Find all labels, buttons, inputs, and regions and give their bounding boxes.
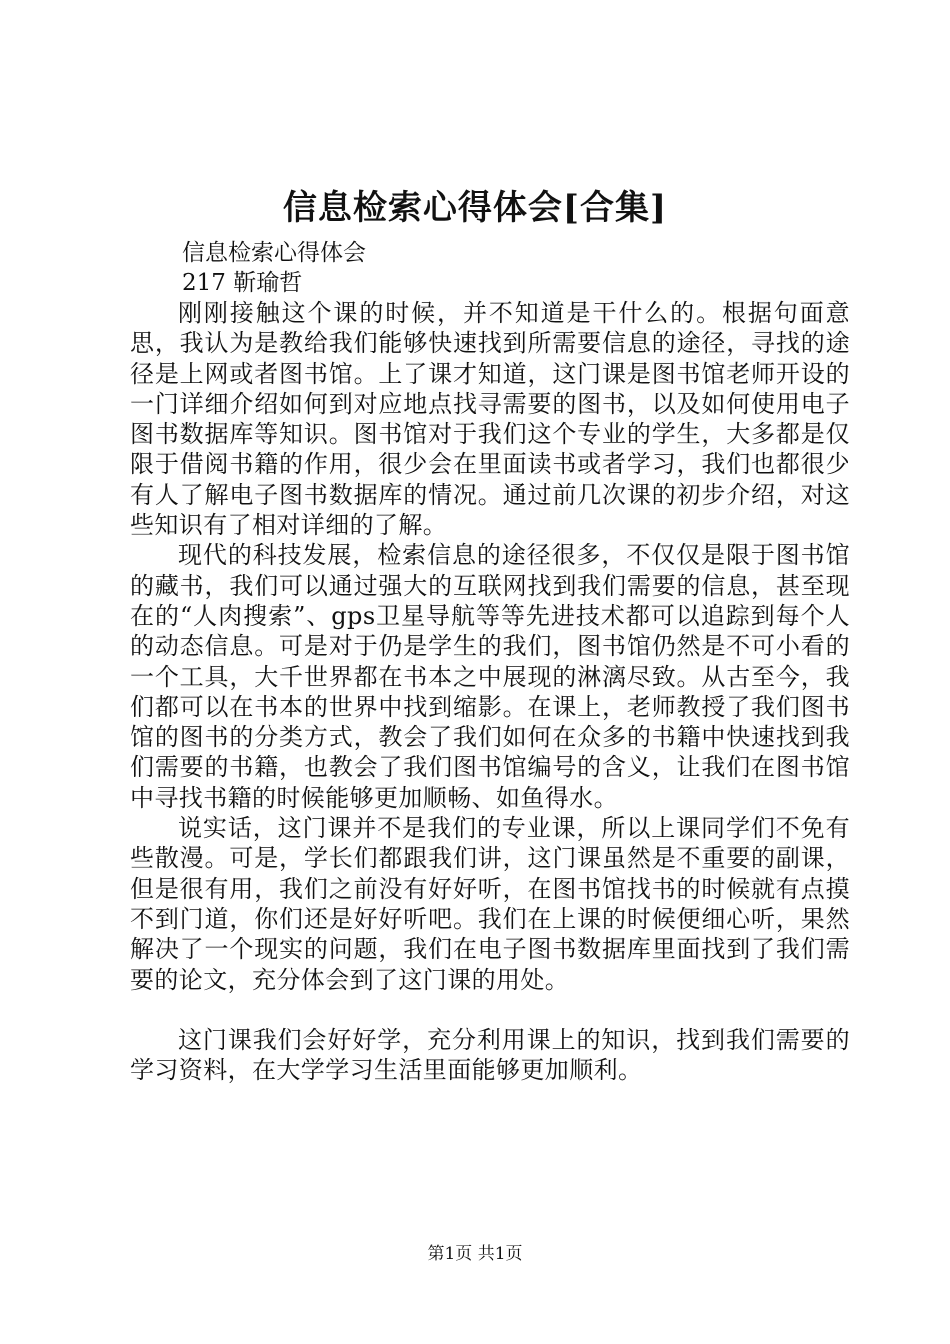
paragraph: 说实话，这门课并不是我们的专业课，所以上课同学们不免有些散漫。可是，学长们都跟我们讲，这门课虽然是不重要的副课，但是很有用，我们之前没有好好听，在图书馆找书的时候就有点摸不到门道，你们还是好好听吧。我们在上课的时候便细心听，果然解决了一个现实的问题，我们在电子图书数据库里面找到了我们需要的论文，充分体会到了这门课的用处。 [130,814,850,994]
page-footer: 第1页 共1页 [427,1244,523,1264]
document-title: 信息检索心得体会[合集] [282,188,668,228]
paragraph: 刚刚接触这个课的时候，并不知道是干什么的。根据句面意思，我认为是教给我们能够快速找到所需要信息的途径，寻找的途径是上网或者图书馆。上了课才知道，这门课是图书馆老师开设的一门详细介绍如何到对应地点找寻需要的图书，以及如何使用电子图书数据库等知识。图书馆对于我们这个专业的学生，大多都是仅限于借阅书籍的作用，很少会在里面读书或者学习，我们也都很少有人了解电子图书数据库的情况。通过前几次课的初步介绍，对这些知识有了相对详细的了解。 [130,299,850,540]
essay-subtitle: 信息检索心得体会 [182,240,366,266]
paragraph: 这门课我们会好好学，充分利用课上的知识，找到我们需要的学习资料，在大学学习生活里面能够更加顺利。 [130,1025,850,1085]
author-line: 217 靳瑜哲 [182,270,303,296]
paragraph: 现代的科技发展，检索信息的途径很多，不仅仅是限于图书馆的藏书，我们可以通过强大的互联网找到我们需要的信息，甚至现在的“人肉搜索”、gps卫星导航等等先进技术都可以追踪到每个人的动态信息。可是对于仍是学生的我们，图书馆仍然是不可小看的一个工具，大千世界都在书本之中展现的淋漓尽致。从古至今，我们都可以在书本的世界中找到缩影。在课上，老师教授了我们图书馆的图书的分类方式，教会了我们如何在众多的书籍中快速找到我们需要的书籍，也教会了我们图书馆编号的含义，让我们在图书馆中寻找书籍的时候能够更加顺畅、如鱼得水。 [130,541,850,812]
essay-body [130,298,850,1085]
